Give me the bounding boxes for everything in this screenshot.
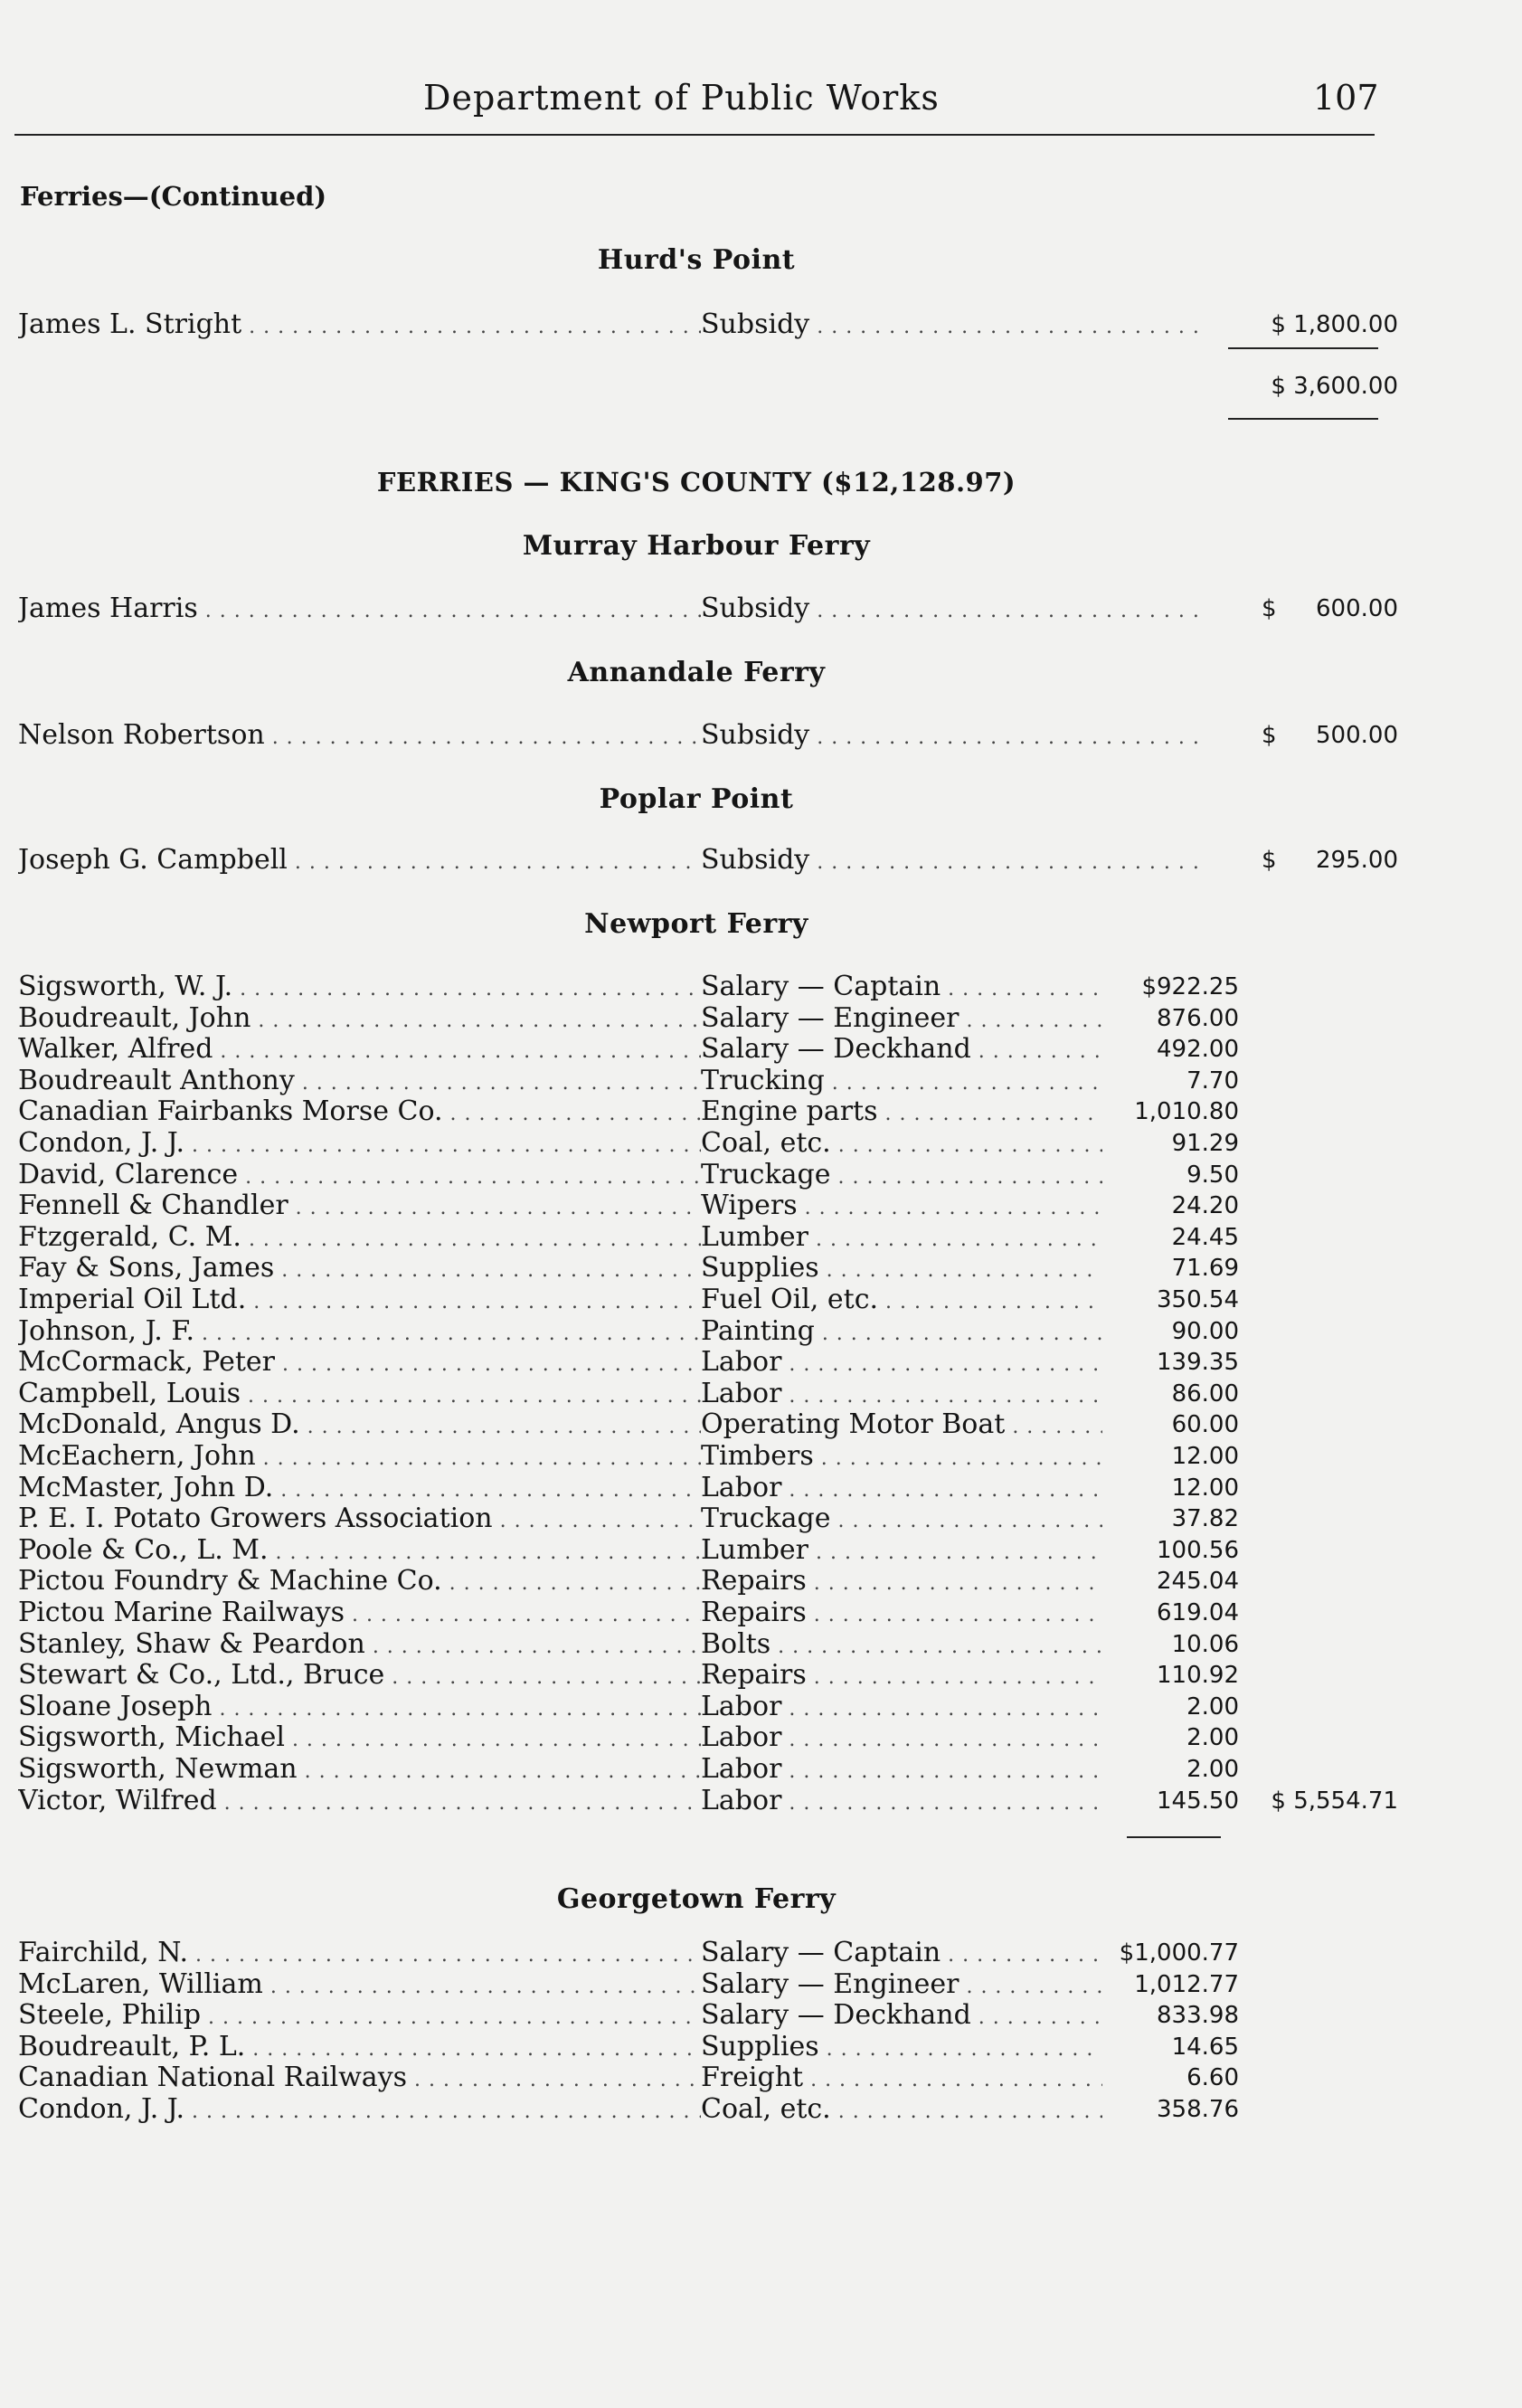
payment-description: Labor . . . (701, 1473, 1102, 1506)
payee-name: Fennell & Chandler . . . (18, 1190, 701, 1224)
payment-description: Coal, etc. . . . (701, 1128, 1102, 1161)
table-row (18, 1034, 1384, 1065)
payment-description: Operating Motor Boat . . . (701, 1409, 1102, 1443)
table-row (18, 1316, 1384, 1347)
payee-name: Boudreault, John . . . (18, 1003, 701, 1037)
payment-description: Repairs . . . (701, 1597, 1102, 1631)
payee-name: David, Clarence . . . (18, 1160, 701, 1193)
table-row (18, 1347, 1384, 1378)
ledger-row (18, 593, 1398, 624)
payment-description: Engine parts . . . (701, 1096, 1102, 1130)
row-total: 295.00 (1316, 847, 1398, 874)
payment-amount: 24.45 (1171, 1223, 1239, 1251)
payment-description: Salary — Engineer . . . (701, 1969, 1102, 2003)
table-row (18, 1409, 1384, 1440)
payment-description: Freight . . . (701, 2062, 1102, 2096)
row-total: 600.00 (1316, 595, 1398, 622)
payment-amount: 145.50 (1157, 1787, 1239, 1815)
subtotal-rule (1228, 347, 1378, 349)
payment-description: Salary — Captain . . . (701, 972, 1102, 1005)
payment-amount: 876.00 (1157, 1004, 1239, 1032)
payment-description: Salary — Engineer . . . (701, 1003, 1102, 1037)
payment-amount: 90.00 (1171, 1317, 1239, 1345)
payment-description: Subsidy . . . (701, 593, 1207, 627)
payee-name: Victor, Wilfred . . . (18, 1786, 701, 1819)
table-row (18, 1754, 1384, 1785)
table-row (18, 1441, 1384, 1472)
payment-amount: $922.25 (1141, 973, 1239, 1000)
payee-name: Ftzgerald, C. M. . . . (18, 1222, 701, 1256)
header-rule (14, 134, 1375, 136)
payment-description: Lumber . . . (701, 1222, 1102, 1256)
payment-amount: 14.65 (1171, 2033, 1239, 2061)
ledger-row (18, 845, 1398, 876)
section-heading-hurds-point: Hurd's Point (597, 244, 796, 276)
payee-name: Nelson Robertson . . . (18, 720, 701, 754)
dollar-sign: $ (1262, 722, 1277, 749)
payee-name: James Harris . . . (18, 593, 701, 627)
payee-name: Imperial Oil Ltd. . . . (18, 1285, 701, 1318)
page-number: 107 (1313, 78, 1379, 118)
payment-amount: 492.00 (1157, 1036, 1239, 1064)
payment-description: Lumber . . . (701, 1535, 1102, 1569)
table-row (18, 1597, 1384, 1628)
payee-name: James L. Stright . . . (18, 309, 701, 343)
section-heading-georgetown: Georgetown Ferry (556, 1883, 837, 1915)
payee-name: McLaren, William . . . (18, 1969, 701, 2003)
payee-name: Boudreault, P. L. . . . (18, 2032, 701, 2065)
payment-amount: 110.92 (1157, 1662, 1239, 1690)
payment-description: Trucking . . . (701, 1066, 1102, 1099)
payment-description: Labor . . . (701, 1379, 1102, 1412)
payment-description: Salary — Deckhand . . . (701, 2000, 1102, 2034)
table-row (18, 1285, 1384, 1315)
dollar-sign: $ (1262, 595, 1277, 622)
payment-amount: 12.00 (1171, 1474, 1239, 1502)
table-row (18, 1190, 1384, 1221)
table-row (18, 2000, 1384, 2031)
payment-amount: 139.35 (1157, 1349, 1239, 1377)
payee-name: McCormack, Peter . . . (18, 1347, 701, 1380)
payment-amount: 71.69 (1171, 1255, 1239, 1283)
payment-amount: 10.06 (1171, 1630, 1239, 1658)
payee-name: Poole & Co., L. M. . . . (18, 1535, 701, 1569)
payment-description: Labor . . . (701, 1722, 1102, 1756)
payee-name: Steele, Philip . . . (18, 2000, 701, 2034)
table-row (18, 1003, 1384, 1034)
table-row (18, 1722, 1384, 1753)
payment-description: Subsidy . . . (701, 845, 1207, 878)
table-row (18, 2094, 1384, 2125)
payment-amount: 60.00 (1171, 1411, 1239, 1439)
payee-name: McMaster, John D. . . . (18, 1473, 701, 1506)
section-heading-poplar-point: Poplar Point (599, 783, 794, 815)
payee-name: Stewart & Co., Ltd., Bruce . . . (18, 1660, 701, 1693)
subtotal-underline (1228, 418, 1378, 420)
payment-amount: 24.20 (1171, 1192, 1239, 1220)
payee-name: Johnson, J. F. . . . (18, 1316, 701, 1350)
section-heading-newport: Newport Ferry (584, 908, 808, 940)
subtotal-row (18, 371, 1398, 402)
table-row (18, 1535, 1384, 1566)
payment-description: Subsidy . . . (701, 309, 1207, 343)
payment-amount: $1,000.77 (1119, 1939, 1239, 1967)
payee-name: Campbell, Louis . . . (18, 1379, 701, 1412)
payee-name: McEachern, John . . . (18, 1441, 701, 1474)
payment-amount: 350.54 (1157, 1286, 1239, 1313)
section-total: $ 5,554.71 (1271, 1787, 1398, 1815)
ledger-row (18, 309, 1398, 340)
ledger-row (18, 720, 1398, 751)
payment-description: Salary — Captain . . . (701, 1938, 1102, 1971)
payee-name: Sigsworth, W. J. . . . (18, 972, 701, 1005)
payee-name: Condon, J. J. . . . (18, 1128, 701, 1161)
payment-amount: 6.60 (1186, 2064, 1239, 2092)
page-header-title: Department of Public Works (423, 78, 940, 118)
table-row (18, 1566, 1384, 1597)
payment-description: Painting . . . (701, 1316, 1102, 1350)
payment-amount: 7.70 (1186, 1067, 1239, 1095)
payee-name: Canadian Fairbanks Morse Co. . . . (18, 1096, 701, 1130)
payment-description: Subsidy . . . (701, 720, 1207, 754)
payment-description: Wipers . . . (701, 1190, 1102, 1224)
payment-description: Labor . . . (701, 1347, 1102, 1380)
payment-description: Supplies . . . (701, 1253, 1102, 1286)
table-row (18, 2032, 1384, 2062)
payee-name: Stanley, Shaw & Peardon . . . (18, 1629, 701, 1663)
table-row (18, 1692, 1384, 1722)
payment-amount: 1,010.80 (1134, 1098, 1239, 1126)
county-heading: FERRIES — KING'S COUNTY ($12,128.97) (376, 467, 1016, 498)
table-row (18, 1629, 1384, 1660)
payment-amount: 9.50 (1186, 1161, 1239, 1189)
payment-amount: 1,012.77 (1134, 1970, 1239, 1998)
column-rule (1127, 1836, 1221, 1838)
table-row (18, 1066, 1384, 1096)
payment-description: Fuel Oil, etc. . . . (701, 1285, 1102, 1318)
table-row (18, 1785, 1398, 1816)
table-row (18, 2062, 1384, 2093)
payment-amount: 12.00 (1171, 1443, 1239, 1470)
payment-amount: 86.00 (1171, 1379, 1239, 1408)
payee-name: McDonald, Angus D. . . . (18, 1409, 701, 1443)
payee-name: Sigsworth, Newman . . . (18, 1754, 701, 1787)
section-subtotal: $ 3,600.00 (1271, 373, 1398, 400)
table-row (18, 1160, 1384, 1190)
payment-description: Labor . . . (701, 1692, 1102, 1725)
table-row (18, 1503, 1384, 1534)
payment-amount: 358.76 (1157, 2096, 1239, 2123)
payee-name: Boudreault Anthony . . . (18, 1066, 701, 1099)
payment-description: Repairs . . . (701, 1566, 1102, 1599)
payment-description: Supplies . . . (701, 2032, 1102, 2065)
payee-name: Sloane Joseph . . . (18, 1692, 701, 1725)
payee-name: Pictou Foundry & Machine Co. . . . (18, 1566, 701, 1599)
table-row (18, 1379, 1384, 1409)
payment-description: Truckage . . . (701, 1503, 1102, 1537)
payee-name: Condon, J. J. . . . (18, 2094, 701, 2128)
payment-amount: 2.00 (1186, 1692, 1239, 1721)
payee-name: Walker, Alfred . . . (18, 1034, 701, 1067)
table-row (18, 1938, 1384, 1968)
payment-description: Salary — Deckhand . . . (701, 1034, 1102, 1067)
payment-amount: 100.56 (1157, 1536, 1239, 1564)
payment-amount: 833.98 (1157, 2002, 1239, 2030)
payment-amount: 2.00 (1186, 1756, 1239, 1783)
payment-description: Repairs . . . (701, 1660, 1102, 1693)
table-row (18, 1096, 1384, 1127)
payment-amount: 91.29 (1171, 1130, 1239, 1157)
table-row (18, 1253, 1384, 1284)
table-row (18, 1660, 1384, 1691)
payee-name: Fay & Sons, James . . . (18, 1253, 701, 1286)
payment-description: Labor . . . (701, 1786, 1102, 1819)
payment-description: Truckage . . . (701, 1160, 1102, 1193)
payee-name: P. E. I. Potato Growers Association . . . (18, 1503, 701, 1537)
payee-name: Joseph G. Campbell . . . (18, 845, 701, 878)
dollar-sign: $ (1262, 847, 1277, 874)
table-row (18, 1128, 1384, 1159)
payee-name: Canadian National Railways . . . (18, 2062, 701, 2096)
row-total: 500.00 (1316, 722, 1398, 749)
table-row (18, 1473, 1384, 1503)
payment-description: Bolts . . . (701, 1629, 1102, 1663)
payment-amount: 37.82 (1171, 1505, 1239, 1533)
payment-amount: 619.04 (1157, 1599, 1239, 1626)
table-row (18, 1969, 1384, 2000)
payment-description: Coal, etc. . . . (701, 2094, 1102, 2128)
payee-name: Sigsworth, Michael . . . (18, 1722, 701, 1756)
table-row (18, 972, 1384, 1002)
payee-name: Fairchild, N. . . . (18, 1938, 701, 1971)
table-row (18, 1222, 1384, 1253)
payment-description: Timbers . . . (701, 1441, 1102, 1474)
payment-amount: 2.00 (1186, 1724, 1239, 1752)
section-heading-annandale: Annandale Ferry (567, 657, 826, 688)
payee-name: Pictou Marine Railways . . . (18, 1597, 701, 1631)
continued-label: Ferries—(Continued) (20, 181, 327, 212)
payment-description: Labor . . . (701, 1754, 1102, 1787)
section-heading-murray-harbour: Murray Harbour Ferry (522, 530, 871, 562)
row-total: $ 1,800.00 (1271, 311, 1398, 338)
payment-amount: 245.04 (1157, 1568, 1239, 1596)
